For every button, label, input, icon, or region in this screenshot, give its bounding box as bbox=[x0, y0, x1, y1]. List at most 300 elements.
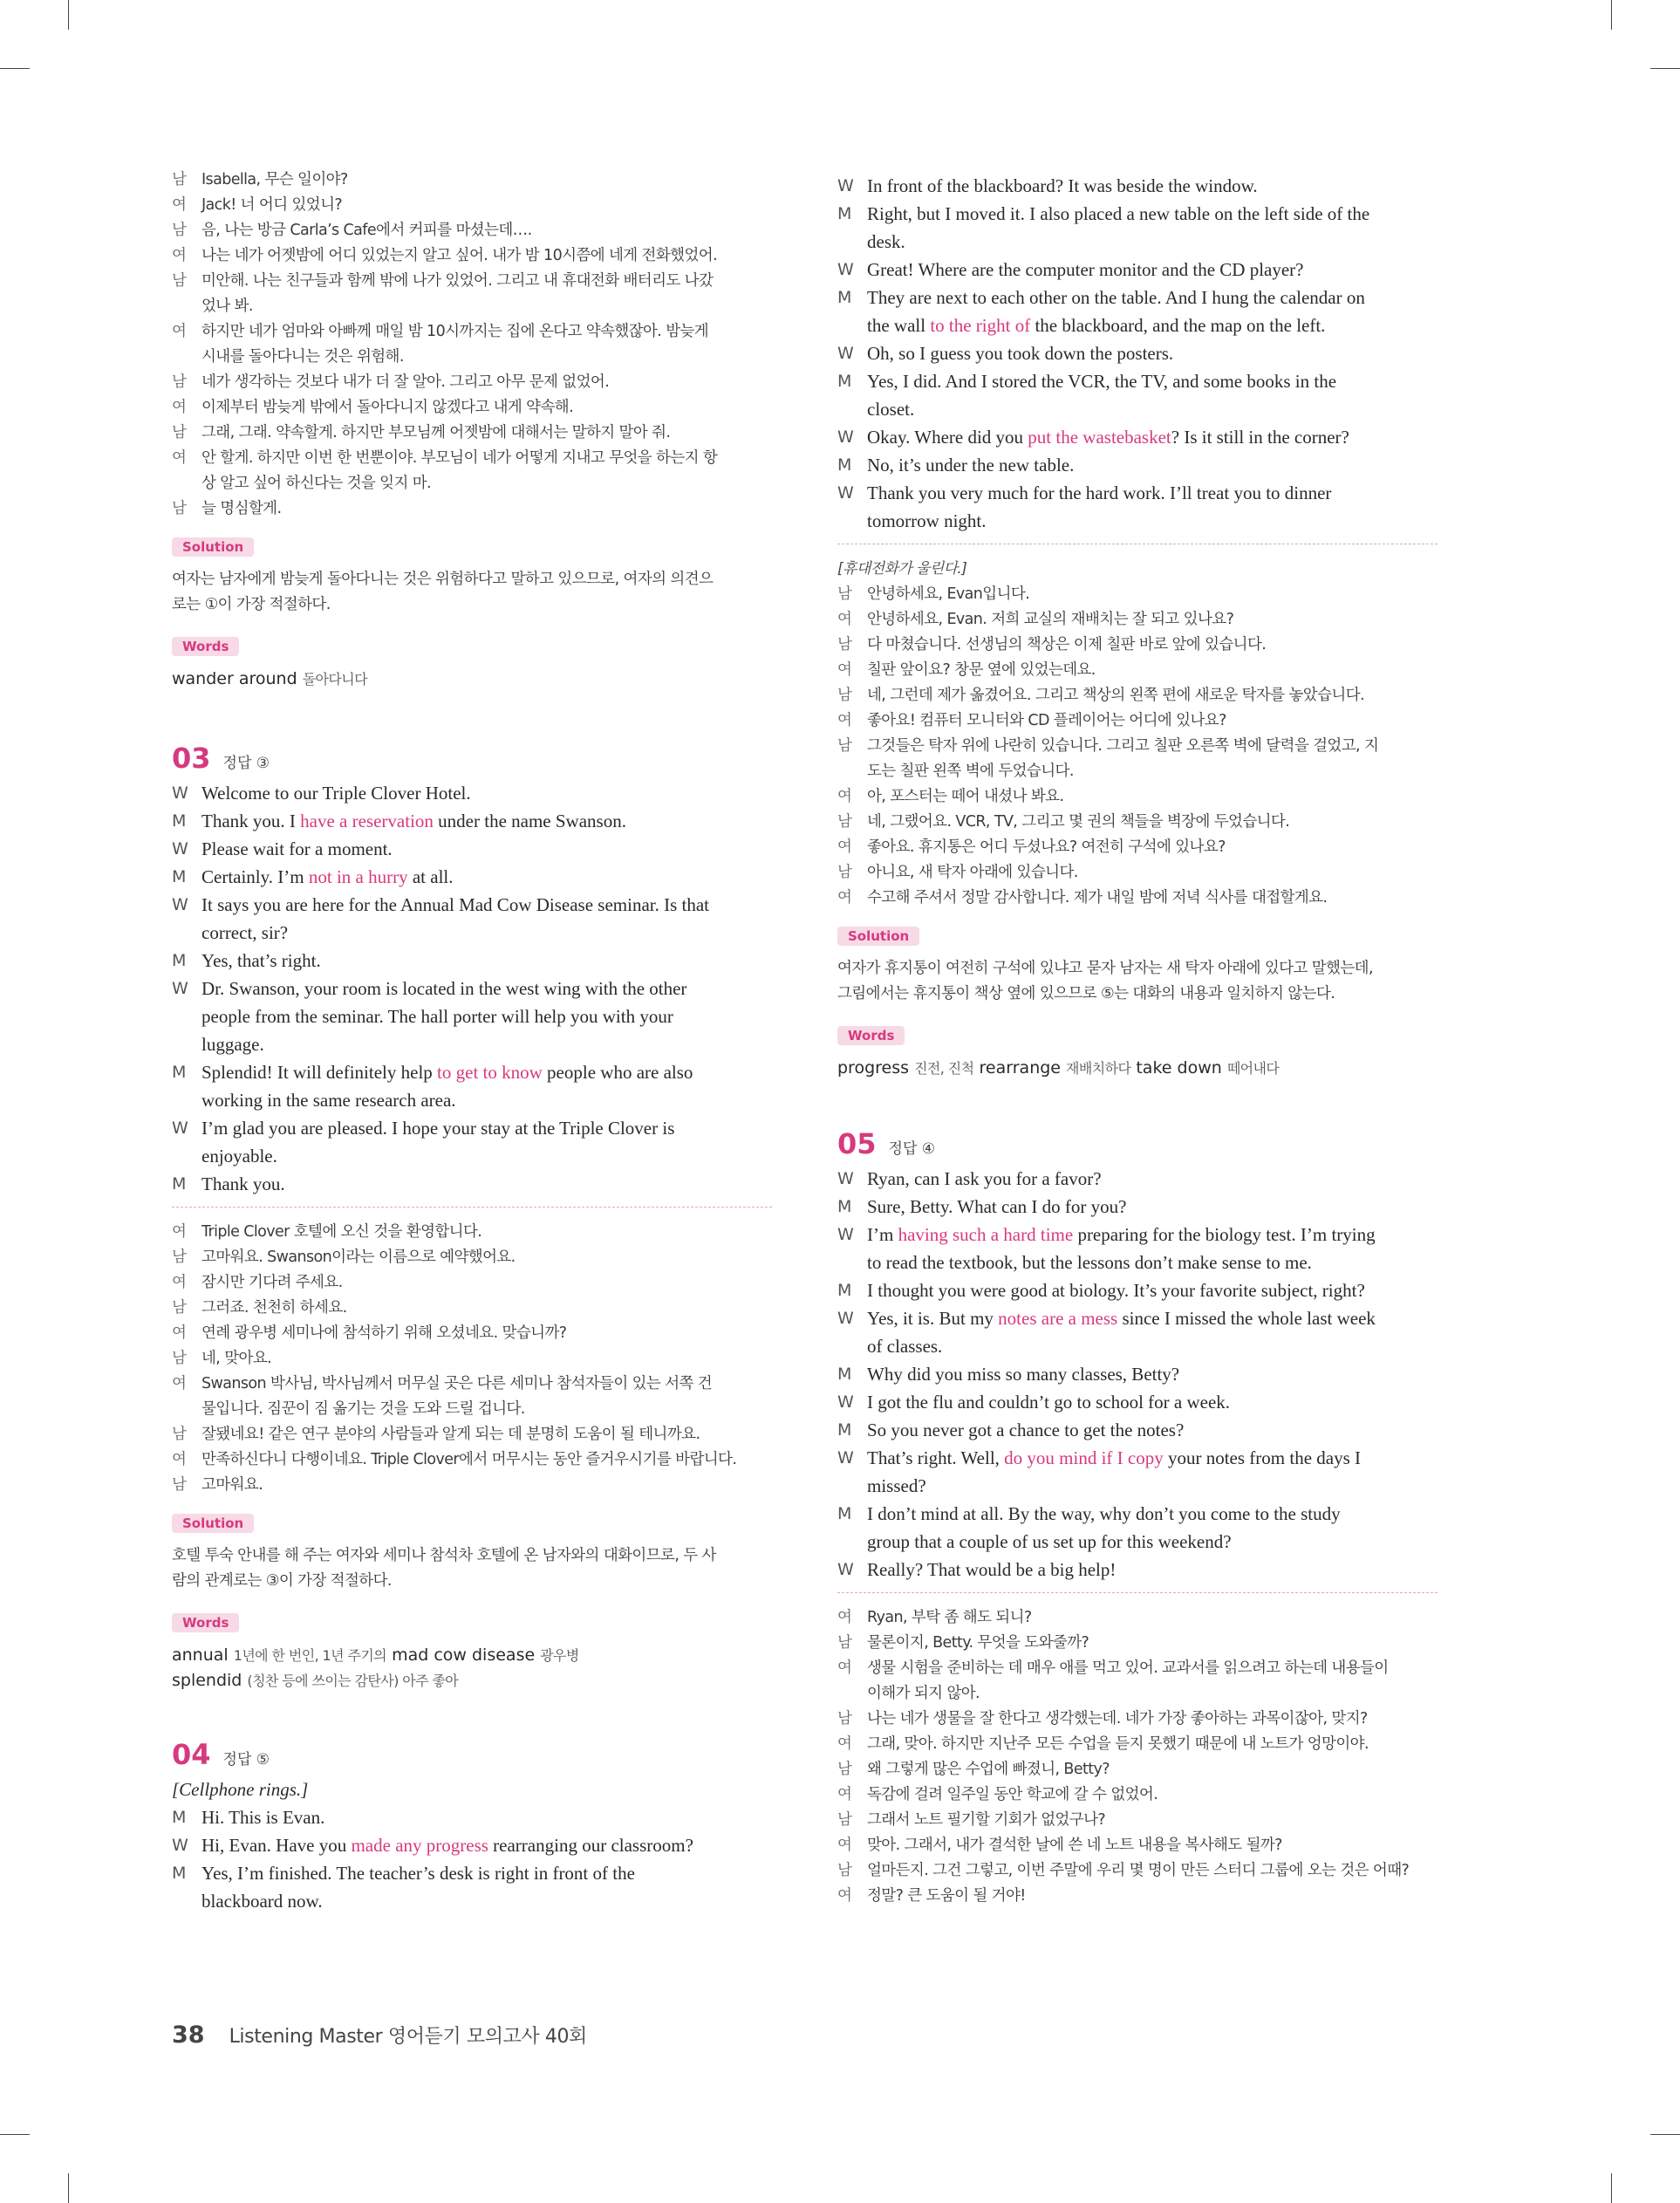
text-segment: Really? That would be a big help! bbox=[867, 1559, 1117, 1580]
question-header-05 bbox=[837, 1126, 1438, 1161]
script-line bbox=[837, 200, 1438, 228]
script-line bbox=[172, 1086, 772, 1114]
line-text bbox=[867, 1221, 1438, 1249]
transcript-line bbox=[837, 734, 1438, 759]
transcript-line bbox=[837, 1707, 1438, 1732]
speaker-label bbox=[837, 1681, 867, 1707]
line-text: 고마워요. Swanson이라는 이름으로 예약했어요. bbox=[201, 1249, 516, 1266]
text-segment: your notes from the days I bbox=[1163, 1447, 1362, 1468]
line-text: 그래, 그래. 약속할게. 하지만 부모님께 어젯밤에 대해서는 말하지 말아 줘. bbox=[201, 424, 671, 441]
transcript-line bbox=[172, 496, 772, 522]
text-segment: Splendid! It will definitely help bbox=[201, 1062, 438, 1083]
transcript-line bbox=[837, 607, 1438, 633]
speaker-label bbox=[172, 1397, 201, 1422]
text-segment: Okay. Where did you bbox=[867, 427, 1028, 448]
words-list-03 bbox=[172, 1643, 772, 1693]
transcript-line bbox=[837, 1631, 1438, 1656]
transcript-line bbox=[172, 168, 772, 193]
transcript-line bbox=[172, 1296, 772, 1321]
line-text: 었나 봐. bbox=[201, 298, 253, 315]
script-line bbox=[837, 1472, 1438, 1500]
line-text bbox=[201, 1887, 772, 1915]
transcript-line bbox=[172, 395, 772, 421]
transcript-line bbox=[172, 446, 772, 471]
speaker-label: W bbox=[837, 483, 854, 503]
speaker-label: W bbox=[172, 895, 188, 914]
crop-mark bbox=[0, 68, 30, 69]
speaker-label: W bbox=[837, 176, 854, 195]
text-segment: desk. bbox=[867, 231, 905, 252]
line-text: 상 알고 싶어 하신다는 것을 잊지 마. bbox=[201, 475, 432, 492]
line-text: 얼마든지. 그건 그렇고, 이번 주말에 우리 몇 명이 만든 스터디 그룹에 오는 것은 어때? bbox=[867, 1862, 1410, 1879]
line-text bbox=[201, 779, 772, 807]
words-label: Words bbox=[172, 1613, 239, 1632]
line-text bbox=[201, 863, 772, 891]
crop-mark bbox=[68, 2173, 69, 2203]
text-segment: people from the seminar. The hall porter will help you with your bbox=[201, 1006, 673, 1027]
speaker-label: M bbox=[172, 867, 187, 886]
line-text bbox=[201, 1002, 772, 1030]
word-ko: 떼어내다 bbox=[1226, 1060, 1280, 1077]
speaker-label: W bbox=[172, 839, 188, 859]
speaker-label: W bbox=[837, 344, 854, 363]
question-header-04 bbox=[172, 1737, 772, 1772]
text-segment: I got the flu and couldn’t go to school for a week. bbox=[867, 1392, 1231, 1413]
speaker-label bbox=[837, 759, 867, 784]
key-expression: notes are a mess bbox=[998, 1308, 1118, 1329]
words-row bbox=[172, 1643, 772, 1668]
transcript-line bbox=[837, 1782, 1438, 1808]
line-text: 좋아요! 컴퓨터 모니터와 CD 플레이어는 어디에 있나요? bbox=[867, 712, 1226, 729]
text-segment: Yes, it is. But my bbox=[867, 1308, 999, 1329]
transcript-line bbox=[172, 218, 772, 243]
line-text: 이해가 되지 않아. bbox=[867, 1685, 980, 1702]
answer-key: 정답 ⑤ bbox=[222, 1751, 270, 1769]
script-line bbox=[837, 1528, 1438, 1556]
text-segment: Why did you miss so many classes, Betty? bbox=[867, 1364, 1180, 1385]
text-segment: ? Is it still in the corner? bbox=[1171, 427, 1349, 448]
transcript-line bbox=[172, 1422, 772, 1447]
script-line bbox=[172, 1887, 772, 1915]
words-list-04 bbox=[837, 1056, 1438, 1081]
transcript-line bbox=[837, 658, 1438, 683]
text-segment: Hi. This is Evan. bbox=[201, 1807, 325, 1828]
line-text: 맞아. 그래서, 내가 결석한 날에 쓴 네 노트 내용을 복사해도 될까? bbox=[867, 1837, 1282, 1854]
transcript-line bbox=[172, 1447, 772, 1473]
speaker-label bbox=[837, 1528, 867, 1556]
line-text: 나는 네가 생물을 잘 한다고 생각했는데. 네가 가장 좋아하는 과목이잖아, 맞지? bbox=[867, 1710, 1368, 1728]
line-text: 잘됐네요! 같은 연구 분야의 사람들과 알게 되는 데 분명히 도움이 될 테니까요. bbox=[201, 1426, 700, 1443]
script-line bbox=[837, 339, 1438, 367]
text-segment: Yes, I’m finished. The teacher’s desk is right in front of the bbox=[201, 1863, 635, 1884]
line-text bbox=[867, 479, 1438, 507]
speaker-label: 여 bbox=[837, 712, 852, 729]
text-segment: at all. bbox=[407, 866, 454, 887]
line-text: 독감에 걸려 일주일 동안 학교에 갈 수 없었어. bbox=[867, 1786, 1158, 1803]
line-text bbox=[867, 172, 1438, 200]
script-line bbox=[837, 1556, 1438, 1584]
line-text bbox=[201, 1086, 772, 1114]
line-text bbox=[867, 1556, 1438, 1584]
script-line bbox=[837, 423, 1438, 451]
line-text: 아니요, 새 탁자 아래에 있습니다. bbox=[867, 864, 1078, 881]
script-line bbox=[837, 1360, 1438, 1388]
word-ko: 광우병 bbox=[540, 1647, 579, 1664]
speaker-label: M bbox=[837, 455, 852, 475]
line-text bbox=[867, 507, 1438, 535]
transcript-line bbox=[172, 1372, 772, 1397]
line-text: 안녕하세요, Evan. 저희 교실의 재배치는 잘 되고 있나요? bbox=[867, 611, 1234, 628]
speaker-label: 남 bbox=[837, 737, 852, 755]
speaker-label: 여 bbox=[172, 247, 187, 264]
line-text bbox=[867, 339, 1438, 367]
key-expression: having such a hard time bbox=[898, 1224, 1074, 1245]
line-text: Swanson 박사님, 박사님께서 머무실 곳은 다른 세미나 참석자들이 있는 서쪽 건 bbox=[201, 1375, 713, 1392]
line-text bbox=[867, 228, 1438, 256]
speaker-label: 여 bbox=[837, 1837, 852, 1854]
text-segment: luggage. bbox=[201, 1034, 264, 1055]
words-row bbox=[172, 1668, 772, 1693]
line-text: 나는 네가 어젯밤에 어디 있었는지 알고 싶어. 내가 밤 10시쯤에 네게 전화했었어. bbox=[201, 247, 718, 264]
speaker-label: 남 bbox=[172, 222, 187, 239]
speaker-label: 여 bbox=[837, 788, 852, 805]
line-text bbox=[201, 947, 772, 975]
script-line bbox=[172, 807, 772, 835]
script-line bbox=[837, 451, 1438, 479]
word-ko: 1년에 한 번인, 1년 주기의 bbox=[233, 1647, 387, 1664]
transcript-line bbox=[837, 1757, 1438, 1782]
words-label: Words bbox=[837, 1026, 905, 1045]
transcript-line bbox=[172, 1270, 772, 1296]
transcript-line bbox=[837, 886, 1438, 911]
script-line bbox=[837, 1304, 1438, 1332]
line-text bbox=[867, 395, 1438, 423]
line-text: 늘 명심할게. bbox=[201, 500, 282, 517]
speaker-label: 여 bbox=[172, 1451, 187, 1468]
script-line bbox=[172, 1170, 772, 1198]
line-text bbox=[867, 1360, 1438, 1388]
speaker-label bbox=[172, 345, 201, 370]
script-line bbox=[837, 1276, 1438, 1304]
script-line bbox=[837, 228, 1438, 256]
script-line bbox=[172, 1002, 772, 1030]
script-line bbox=[837, 507, 1438, 535]
text-segment: I thought you were good at biology. It’s your favorite subject, right? bbox=[867, 1280, 1365, 1301]
line-text bbox=[867, 451, 1438, 479]
speaker-label: W bbox=[837, 1225, 854, 1244]
transcript-line-cont bbox=[837, 759, 1438, 784]
line-text bbox=[867, 1388, 1438, 1416]
text-segment: Thank you. bbox=[201, 1173, 285, 1194]
line-text bbox=[867, 1416, 1438, 1444]
line-text: 그래, 맞아. 하지만 지난주 모든 수업을 듣지 못했기 때문에 내 노트가 엉망이야. bbox=[867, 1735, 1369, 1753]
text-segment: Right, but I moved it. I also placed a new table on the left side of the bbox=[867, 203, 1370, 224]
speaker-label: 여 bbox=[172, 323, 187, 340]
transcript-line-cont bbox=[172, 1397, 772, 1422]
text-segment: group that a couple of us set up for this weekend? bbox=[867, 1531, 1232, 1552]
word-ko: 진전, 진척 bbox=[914, 1060, 974, 1077]
line-text: 도는 칠판 왼쪽 벽에 두었습니다. bbox=[867, 763, 1074, 780]
question-number: 05 bbox=[837, 1127, 877, 1160]
crop-mark bbox=[1650, 68, 1680, 69]
line-text bbox=[867, 1500, 1438, 1528]
speaker-label: 남 bbox=[837, 1761, 852, 1778]
line-text: 다 마쳤습니다. 선생님의 책상은 이제 칠판 바로 앞에 있습니다. bbox=[867, 636, 1267, 653]
speaker-label: W bbox=[837, 1560, 854, 1579]
transcript-line bbox=[837, 784, 1438, 810]
speaker-label: 여 bbox=[837, 889, 852, 907]
script-line bbox=[837, 256, 1438, 284]
transcript-line-cont bbox=[172, 294, 772, 319]
script-line bbox=[837, 311, 1438, 339]
speaker-label: W bbox=[837, 260, 854, 279]
word-en: progress bbox=[837, 1058, 910, 1078]
script-line bbox=[837, 367, 1438, 395]
text-segment: Thank you. I bbox=[201, 811, 301, 831]
speaker-label: W bbox=[172, 1836, 188, 1855]
speaker-label: 남 bbox=[172, 272, 187, 290]
text-segment: Certainly. I’m bbox=[201, 866, 309, 887]
solution-line: 여자는 남자에게 밤늦게 돌아다니는 것은 위험하다고 말하고 있으므로, 여자의 의견으 bbox=[172, 571, 714, 588]
line-text bbox=[867, 200, 1438, 228]
script-line bbox=[172, 1142, 772, 1170]
line-text: 그러죠. 천천히 하세요. bbox=[201, 1299, 347, 1317]
line-text: 네, 그런데 제가 옮겼어요. 그리고 책상의 왼쪽 편에 새로운 탁자를 놓았습니다. bbox=[867, 687, 1364, 704]
script-line bbox=[837, 1444, 1438, 1472]
word-ko: (칭찬 등에 쓰이는 감탄사) 아주 좋아 bbox=[247, 1673, 459, 1689]
speaker-label bbox=[172, 1002, 201, 1030]
line-text bbox=[201, 1831, 772, 1859]
text-segment: Thank you very much for the hard work. I’ll treat you to dinner bbox=[867, 482, 1332, 503]
speaker-label bbox=[172, 1142, 201, 1170]
text-segment: under the name Swanson. bbox=[433, 811, 626, 831]
line-text: 음, 나는 방금 Carla’s Cafe에서 커피를 마셨는데…. bbox=[201, 222, 532, 239]
transcript-line bbox=[837, 860, 1438, 886]
speaker-label: 남 bbox=[837, 1862, 852, 1879]
text-segment: the wall bbox=[867, 315, 931, 336]
line-text bbox=[867, 423, 1438, 451]
dashed-divider bbox=[837, 1592, 1438, 1593]
speaker-label: W bbox=[837, 428, 854, 447]
dashed-divider bbox=[172, 1207, 772, 1208]
korean-transcript-02 bbox=[172, 168, 772, 522]
speaker-label: 남 bbox=[837, 687, 852, 704]
speaker-label: 여 bbox=[172, 399, 187, 416]
line-text: 그래서 노트 필기할 기회가 없었구나? bbox=[867, 1811, 1106, 1829]
line-text bbox=[201, 919, 772, 947]
speaker-label: 남 bbox=[172, 1426, 187, 1443]
text-segment: rearranging our classroom? bbox=[488, 1835, 693, 1856]
text-segment: In front of the blackboard? It was beside the window. bbox=[867, 175, 1258, 196]
text-segment: the blackboard, and the map on the left. bbox=[1030, 315, 1326, 336]
line-text bbox=[867, 1249, 1438, 1276]
line-text bbox=[201, 975, 772, 1002]
line-text: Triple Clover 호텔에 오신 것을 환영합니다. bbox=[201, 1223, 482, 1241]
speaker-label bbox=[837, 228, 867, 256]
line-text bbox=[201, 1058, 772, 1086]
line-text bbox=[867, 367, 1438, 395]
word-ko: 재배치하다 bbox=[1066, 1060, 1131, 1077]
text-segment: preparing for the biology test. I’m trying bbox=[1073, 1224, 1376, 1245]
line-text bbox=[201, 807, 772, 835]
solution-label: Solution bbox=[172, 537, 254, 557]
text-segment: Welcome to our Triple Clover Hotel. bbox=[201, 783, 471, 804]
speaker-label: 남 bbox=[837, 1710, 852, 1728]
korean-transcript-05 bbox=[837, 1605, 1438, 1909]
text-segment: Oh, so I guess you took down the posters. bbox=[867, 343, 1174, 364]
line-text: 물입니다. 짐꾼이 짐 옮기는 것을 도와 드릴 겁니다. bbox=[201, 1400, 525, 1418]
transcript-line bbox=[837, 835, 1438, 860]
speaker-label bbox=[172, 1086, 201, 1114]
line-text bbox=[201, 1114, 772, 1142]
text-segment: people who are also bbox=[542, 1062, 693, 1083]
speaker-label: W bbox=[837, 1309, 854, 1328]
script-line bbox=[837, 395, 1438, 423]
transcript-line bbox=[837, 1732, 1438, 1757]
line-text: 네가 생각하는 것보다 내가 더 잘 알아. 그리고 아무 문제 없었어. bbox=[201, 373, 610, 391]
line-text: 그것들은 탁자 위에 나란히 있습니다. 그리고 칠판 오른쪽 벽에 달력을 걸었고, 지 bbox=[867, 737, 1379, 755]
speaker-label: 여 bbox=[172, 1223, 187, 1241]
text-segment: closet. bbox=[867, 399, 915, 420]
solution-text-02 bbox=[172, 567, 772, 618]
solution-line: 호텔 투숙 안내를 해 주는 여자와 세미나 참석차 호텔에 온 남자와의 대화이므로, 두 사 bbox=[172, 1547, 716, 1564]
script-line bbox=[172, 779, 772, 807]
transcript-line-cont bbox=[172, 471, 772, 496]
text-segment: Dr. Swanson, your room is located in the west wing with the other bbox=[201, 978, 687, 999]
speaker-label: 남 bbox=[837, 1811, 852, 1829]
speaker-label: M bbox=[837, 1420, 852, 1440]
answer-key: 정답 ④ bbox=[888, 1140, 936, 1158]
book-title: Listening Master 영어듣기 모의고사 40회 bbox=[229, 2026, 587, 2048]
question-number: 04 bbox=[172, 1738, 211, 1771]
transcript-line-cont bbox=[172, 345, 772, 370]
speaker-label: 여 bbox=[172, 1324, 187, 1342]
line-text: 좋아요. 휴지통은 어디 두셨나요? 여전히 구석에 있나요? bbox=[867, 838, 1226, 856]
text-segment: correct, sir? bbox=[201, 922, 289, 943]
script-line bbox=[172, 947, 772, 975]
words-label: Words bbox=[172, 637, 239, 656]
transcript-line bbox=[172, 1346, 772, 1372]
speaker-label: 남 bbox=[837, 585, 852, 603]
english-script-05 bbox=[837, 1165, 1438, 1584]
crop-mark bbox=[1611, 0, 1612, 30]
line-text bbox=[867, 1276, 1438, 1304]
transcript-line bbox=[172, 319, 772, 345]
speaker-label: 남 bbox=[172, 1299, 187, 1317]
speaker-label: W bbox=[172, 1119, 188, 1138]
speaker-label: 여 bbox=[837, 1609, 852, 1626]
script-line bbox=[837, 1249, 1438, 1276]
speaker-label: 남 bbox=[172, 1476, 187, 1494]
transcript-line bbox=[172, 269, 772, 294]
line-text: 생물 시험을 준비하는 데 매우 애를 먹고 있어. 교과서를 읽으려고 하는데 내용들이 bbox=[867, 1659, 1389, 1677]
solution-text-03 bbox=[172, 1543, 772, 1594]
script-line bbox=[837, 1500, 1438, 1528]
script-line bbox=[172, 1831, 772, 1859]
line-text: 만족하신다니 다행이네요. Triple Clover에서 머무시는 동안 즐거우시기를 바랍니다. bbox=[201, 1451, 737, 1468]
text-segment: That’s right. Well, bbox=[867, 1447, 1005, 1468]
line-text bbox=[201, 1142, 772, 1170]
script-line bbox=[172, 975, 772, 1002]
text-segment: working in the same research area. bbox=[201, 1090, 456, 1111]
transcript-line bbox=[837, 1808, 1438, 1833]
speaker-label: W bbox=[172, 783, 188, 803]
crop-mark bbox=[1650, 2134, 1680, 2135]
script-line bbox=[172, 1030, 772, 1058]
speaker-label: 여 bbox=[837, 611, 852, 628]
word-en: rearrange bbox=[979, 1058, 1061, 1078]
line-text bbox=[867, 1528, 1438, 1556]
text-segment: They are next to each other on the table. And I hung the calendar on bbox=[867, 287, 1365, 308]
text-segment: Hi, Evan. Have you bbox=[201, 1835, 352, 1856]
line-text: Isabella, 무슨 일이야? bbox=[201, 171, 348, 188]
speaker-label: M bbox=[172, 1063, 187, 1082]
solution-label: Solution bbox=[172, 1514, 254, 1533]
speaker-label bbox=[837, 395, 867, 423]
speaker-label: 남 bbox=[172, 373, 187, 391]
line-text bbox=[867, 1444, 1438, 1472]
script-line bbox=[172, 1859, 772, 1887]
script-line bbox=[837, 1416, 1438, 1444]
speaker-label: M bbox=[172, 951, 187, 970]
line-text bbox=[201, 1170, 772, 1198]
script-line bbox=[837, 1332, 1438, 1360]
script-line bbox=[837, 1193, 1438, 1221]
speaker-label: M bbox=[172, 811, 187, 831]
text-segment: It says you are here for the Annual Mad Cow Disease seminar. Is that bbox=[201, 894, 710, 915]
text-segment: No, it’s under the new table. bbox=[867, 455, 1075, 475]
line-text: Jack! 너 어디 있었니? bbox=[201, 196, 343, 214]
crop-mark bbox=[1611, 2173, 1612, 2203]
line-text bbox=[867, 1193, 1438, 1221]
word-en: annual bbox=[172, 1645, 229, 1665]
speaker-label bbox=[172, 919, 201, 947]
solution-line: 람의 관계로는 ③이 가장 적절하다. bbox=[172, 1572, 392, 1590]
script-line bbox=[837, 1388, 1438, 1416]
speaker-label: 남 bbox=[172, 424, 187, 441]
line-text bbox=[867, 284, 1438, 311]
line-text bbox=[867, 1304, 1438, 1332]
key-expression: to the right of bbox=[930, 315, 1031, 336]
word-ko: 돌아다니다 bbox=[302, 671, 367, 688]
speaker-label: 여 bbox=[172, 196, 187, 214]
script-line bbox=[837, 1221, 1438, 1249]
line-text bbox=[201, 1859, 772, 1887]
key-expression: put the wastebasket bbox=[1028, 427, 1171, 448]
text-segment: of classes. bbox=[867, 1336, 943, 1357]
text-segment: Great! Where are the computer monitor and the CD player? bbox=[867, 259, 1304, 280]
line-text: 미안해. 나는 친구들과 함께 밖에 나가 있었어. 그리고 내 휴대전화 배터리도 나갔 bbox=[201, 272, 714, 290]
transcript-line bbox=[172, 1321, 772, 1346]
answer-key: 정답 ③ bbox=[222, 755, 270, 772]
speaker-label: 여 bbox=[172, 1274, 187, 1291]
script-line bbox=[172, 891, 772, 919]
text-segment: I don’t mind at all. By the way, why don’t you come to the study bbox=[867, 1503, 1341, 1524]
word-en: take down bbox=[1136, 1058, 1222, 1078]
solution-label: Solution bbox=[837, 927, 919, 946]
line-text: 이제부터 밤늦게 밖에서 돌아다니지 않겠다고 내게 약속해. bbox=[201, 399, 574, 416]
speaker-label: 남 bbox=[172, 1249, 187, 1266]
line-text: 칠판 앞이요? 창문 옆에 있었는데요. bbox=[867, 661, 1096, 679]
transcript-line bbox=[837, 1884, 1438, 1909]
speaker-label bbox=[837, 311, 867, 339]
english-script-04 bbox=[172, 1803, 772, 1915]
line-text bbox=[201, 1803, 772, 1831]
speaker-label: 여 bbox=[837, 1659, 852, 1677]
line-text: 아, 포스터는 떼어 내셨나 봐요. bbox=[867, 788, 1064, 805]
word-en: splendid bbox=[172, 1671, 242, 1690]
transcript-line bbox=[837, 633, 1438, 658]
